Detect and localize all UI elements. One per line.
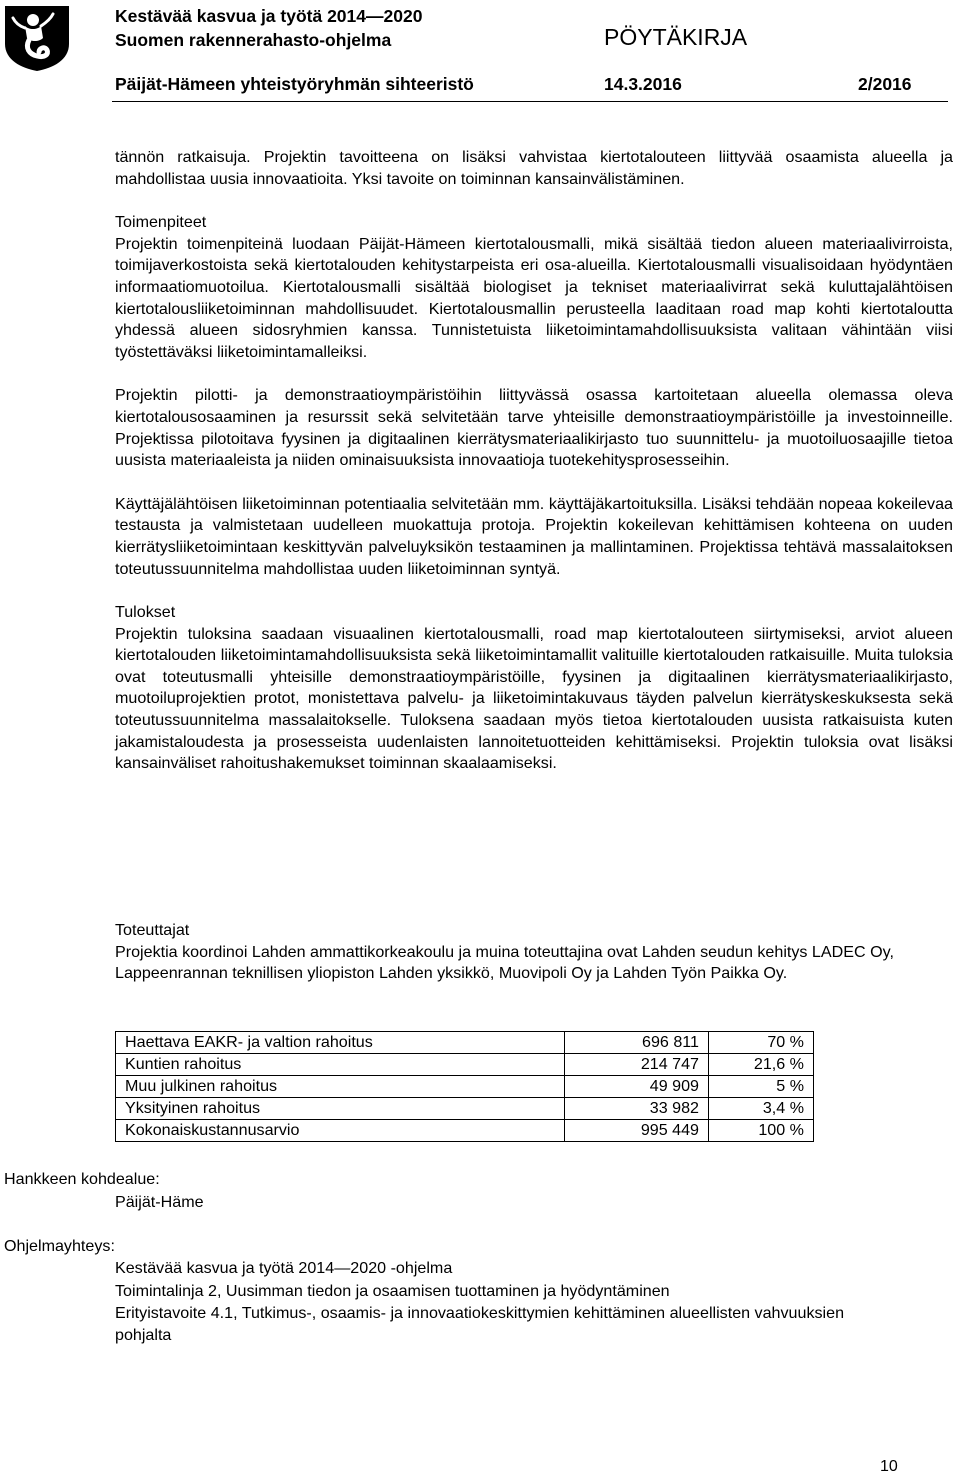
table-row	[116, 1054, 814, 1076]
table-row	[116, 1120, 814, 1142]
table-row	[116, 1076, 814, 1098]
funding-share: 3,4 %	[709, 1098, 814, 1120]
document-date: 14.3.2016	[604, 74, 682, 94]
mermaid-crest-icon	[3, 4, 71, 72]
program-line-1: Kestävää kasvua ja työtä 2014—2020 -ohjelma	[115, 1259, 453, 1277]
implementers-section	[115, 920, 953, 985]
results-heading: Tulokset	[115, 603, 176, 622]
program-subtitle: Suomen rakennerahasto-ohjelma	[115, 30, 392, 50]
intro-paragraph: tännön ratkaisuja. Projektin tavoitteena on lisäksi vahvistaa kiertotalouteen liittyvää osaamista alueella ja mahdollistaa uusia innovaatioita. Yksi tavoite on toiminnan kansainvälistäminen.	[115, 148, 953, 188]
funding-label: Kuntien rahoitus	[116, 1054, 565, 1076]
funding-share: 70 %	[709, 1032, 814, 1054]
program-line-3: Erityistavoite 4.1, Tutkimus-, osaamis- ja innovaatiokeskittymien kehittäminen alueellisten vahvuuksien pohjalta	[115, 1304, 845, 1344]
funding-amount: 214 747	[565, 1054, 709, 1076]
document-number: 2/2016	[858, 74, 912, 94]
funding-amount: 33 982	[565, 1098, 709, 1120]
header-divider	[112, 101, 948, 102]
document-type: PÖYTÄKIRJA	[604, 24, 748, 50]
body-text	[115, 147, 953, 775]
measures-paragraph-2: Projektin pilotti- ja demonstraatioympäristöihin liittyvässä osassa kartoitetaan alueella olemassa oleva kiertotalousosaaminen ja resurssit sekä selvitetään tarve yhteisille demonstraatioympäristöille ja investoinneille. Projektissa pilotoitava fyysinen ja digitaalinen kierrätysmateriaalikirjasto tuo suunnittelu- ja muotoiluosaajille tietoa uusista materiaaleista ja niiden ominaisuuksista innovaatioja tuotekehitysprosesseihin.	[115, 386, 953, 470]
results-paragraph: Projektin tuloksina saadaan visuaalinen kiertotalousmalli, road map kiertotalouteen siirtymiseksi, arviot alueen kiertotalouden liiketoimintamahdollisuuksista sekä liiketoimintamallit valituille kiertotalouden ratkaisuille. Muita tuloksia ovat toteutusmalli yhteisille demonstraatioympäristöille, fyysinen ja digitaalinen kierrätysmateriaalikirjasto, muotoiluprojektien protot, monistettava palvelu- ja liiketoimintakuvaus täyden palvelun kierrätyskeskuksesta sekä toteutussuunnitelma massalaitokselle. Tuloksena saadaan myös tietoa kiertotalouden uusista ratkaisuista kuten jakamistaloudesta ja prosesseista uudenlaisten lannoitetuotteiden kehittämiseksi. Projektin tuloksia ovat lisäksi kansainväliset rahoitushakemukset toiminnan skaalaamiseksi.	[115, 624, 953, 773]
funding-amount: 49 909	[565, 1076, 709, 1098]
program-line-2: Toimintalinja 2, Uusimman tiedon ja osaamisen tuottaminen ja hyödyntäminen	[115, 1282, 670, 1300]
funding-label: Muu julkinen rahoitus	[116, 1076, 565, 1098]
funding-amount: 995 449	[565, 1120, 709, 1142]
table-row	[116, 1032, 814, 1054]
program-label: Ohjelmayhteys:	[4, 1237, 115, 1255]
funding-label: Yksityinen rahoitus	[116, 1098, 565, 1120]
measures-heading: Toimenpiteet	[115, 213, 207, 232]
target-area-label: Hankkeen kohdealue:	[4, 1170, 160, 1188]
funding-table	[115, 1031, 814, 1142]
funding-share: 21,6 %	[709, 1054, 814, 1076]
funding-amount: 696 811	[565, 1032, 709, 1054]
measures-paragraph-1: Projektin toimenpiteinä luodaan Päijät-Hämeen kiertotalousmalli, mikä sisältää tiedon alueen materiaalivirroista, toimijaverkostoista sekä kiertotalouden kehitystarpeista eri osa-alueilla. Kiertotalousmalli visualisoidaan hyödyntäen informaatiomuotoilua. Kiertotalousmalli sisältää biologiset ja tekniset materiaalivirrat sekä kuluttajalähtöisen kiertotalousliiketoiminnan mahdollisuudet. Kiertotalousmallin perusteella laaditaan road map kohti kiertotaloutta yhdessä alueen sidosryhmien kanssa. Tunnistetuista liiketoimintamahdollisuuksista valitaan vähintään viisi työstettäväksi liiketoimintamalleiksi.	[115, 234, 953, 361]
funding-share: 5 %	[709, 1076, 814, 1098]
funding-label: Haettava EAKR- ja valtion rahoitus	[116, 1032, 565, 1054]
implementers-paragraph: Projektia koordinoi Lahden ammattikorkeakoulu ja muina toteuttajina ovat Lahden seudun kehitys LADEC Oy, Lappeenrannan teknillisen yliopiston Lahden yksikkö, Muovipoli Oy ja Lahden Työn Paikka Oy.	[115, 942, 894, 983]
implementers-heading: Toteuttajat	[115, 921, 190, 939]
program-name: Kestävää kasvua ja työtä 2014—2020	[115, 6, 423, 26]
target-area-value: Päijät-Häme	[115, 1193, 204, 1211]
measures-paragraph-3: Käyttäjälähtöisen liiketoiminnan potentiaalia selvitetään mm. käyttäjäkartoituksilla. Lisäksi tehdään nopeaa kokeilevaa testausta ja valmistetaan uudelleen muokattuja protoja. Projektin kokeilevan kehittämisen kohteena on uuden kierrätysliiketoimintaan keskittyvän palveluyksikön testaaminen ja mallintaminen. Projektissa tehtävä massalaitoksen toteutussuunnitelma mahdollistaa uuden liiketoiminnan syntyä.	[115, 494, 953, 578]
page-number: 10	[880, 1458, 898, 1475]
organization-name: Päijät-Hämeen yhteistyöryhmän sihteeristö	[115, 74, 474, 94]
funding-label: Kokonaiskustannusarvio	[116, 1120, 565, 1142]
table-row	[116, 1098, 814, 1120]
funding-share: 100 %	[709, 1120, 814, 1142]
